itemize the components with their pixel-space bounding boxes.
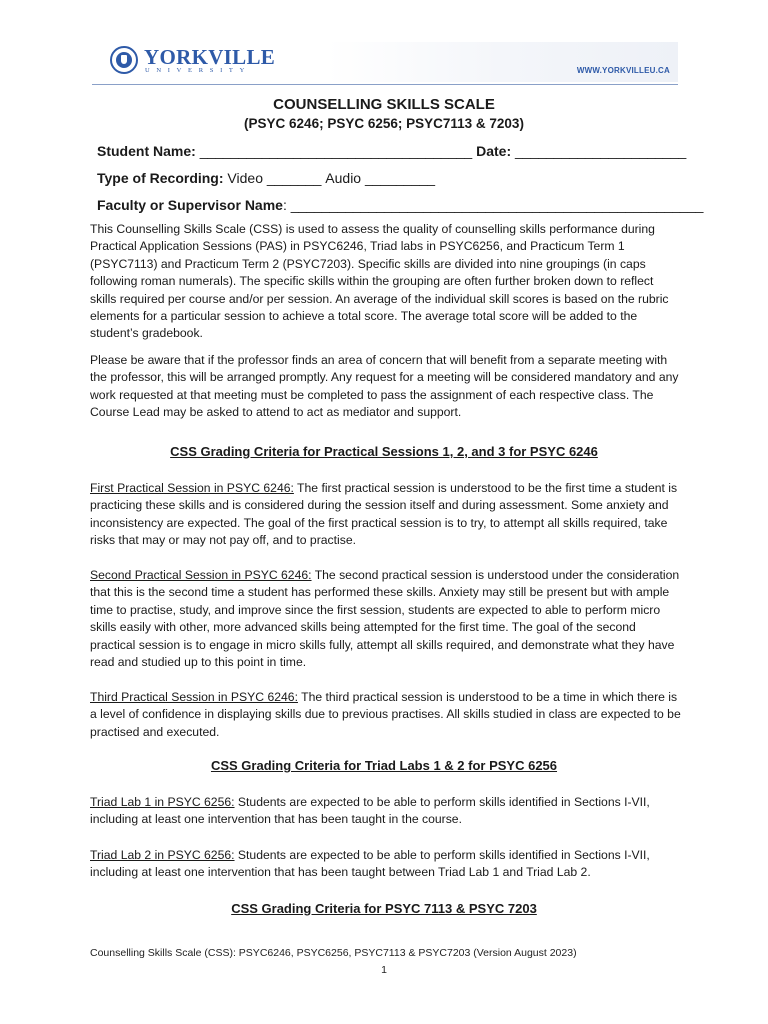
criterion-lead: Triad Lab 2 in PSYC 6256: — [90, 848, 235, 862]
recording-type-line — [97, 170, 435, 186]
intro-paragraph: Please be aware that if the professor finds an area of concern that will benefit from a separate meeting with the professor, this will be arranged promptly. Any request for a meeting will be considered mandatory and any work requested at that meeting must be completed to pass the assignment of each respective class. The Course Lead may be asked to attend to act as mediator and support. — [90, 353, 679, 420]
header-divider — [92, 84, 678, 85]
audio-label: Audio — [325, 170, 362, 186]
audio-field[interactable]: _________ — [364, 170, 436, 186]
website-url[interactable]: WWW.YORKVILLEU.CA — [576, 66, 670, 75]
criterion-paragraph — [90, 794, 682, 829]
document-subtitle: (PSYC 6246; PSYC 6256; PSYC7113 & 7203) — [244, 116, 524, 131]
student-name-field[interactable]: ___________________________________ — [199, 143, 473, 159]
video-label: Video — [227, 170, 263, 186]
criterion-paragraph — [90, 847, 682, 882]
faculty-name-line — [97, 197, 703, 213]
criterion-paragraph — [90, 480, 682, 550]
section-heading: CSS Grading Criteria for Triad Labs 1 & 2 for PSYC 6256 — [210, 758, 558, 773]
recording-type-label: Type of Recording: — [97, 170, 224, 186]
university-seal-icon — [110, 46, 138, 74]
date-label: Date: — [476, 143, 512, 159]
page-number: 1 — [381, 964, 387, 976]
criterion-paragraph — [90, 689, 682, 741]
logo-subtitle: UNIVERSITY — [145, 67, 251, 74]
date-field[interactable]: ______________________ — [515, 143, 687, 159]
page-footer: Counselling Skills Scale (CSS): PSYC6246, PSYC6256, PSYC7113 & PSYC7203 (Version August 2023) — [90, 947, 577, 959]
student-name-label: Student Name: — [97, 143, 196, 159]
criterion-text: The third practical session is understood to be a time in which there is a level of confidence in displaying skills due to previous practises. All skills studied in class are expected to be practised and executed. — [90, 690, 681, 739]
faculty-name-field[interactable]: _____________________________________________________ — [290, 197, 704, 213]
video-field[interactable]: _______ — [266, 170, 322, 186]
criterion-text: The second practical session is understood under the consideration that this is the second time a student has performed these skills. Anxiety may still be present but with ample time to practise, study, and improve since the first session, students are expected to able to perform micro skills easily with other, more advanced skills being attempted for the first time. The goal of the second practical session is to engage in micro skills fully, attempt all skills required, and demonstrate what they have read and studied up to this point in time. — [90, 568, 680, 670]
logo-name: YORKVILLE — [144, 45, 276, 69]
section-heading: CSS Grading Criteria for Practical Sessions 1, 2, and 3 for PSYC 6246 — [170, 444, 598, 459]
criterion-paragraph — [90, 567, 682, 671]
document-title: COUNSELLING SKILLS SCALE — [273, 96, 495, 113]
faculty-name-label: Faculty or Supervisor Name — [97, 197, 283, 213]
criterion-text: Students are expected to be able to perform skills identified in Sections I-VII, including at least one intervention that has been taught between Triad Lab 1 and Triad Lab 2. — [90, 848, 650, 880]
page-header — [92, 42, 678, 84]
section-heading: CSS Grading Criteria for PSYC 7113 & PSYC 7203 — [231, 901, 537, 916]
intro-paragraph: This Counselling Skills Scale (CSS) is used to assess the quality of counselling skills performance during Practical Application Sessions (PAS) in PSYC6246, Triad labs in PSYC6256, and Practicum Term 1 (PSYC7113) and Practicum Term 2 (PSYC7203). Specific skills are divided into nine groupings (in caps following roman numerals). The specific skills within the grouping are often further broken down to reflect skills required per course and/or per session. An average of the individual skill scores is based on the rubric elements for a particular session to achieve a total score. The average total score will be added to the student’s gradebook. — [90, 222, 669, 341]
criterion-text: Students are expected to be able to perform skills identified in Sections I-VII, including at least one intervention that has been taught in the course. — [90, 795, 650, 827]
student-name-line — [97, 143, 686, 159]
criterion-lead: Third Practical Session in PSYC 6246: — [90, 690, 298, 704]
criterion-text: The first practical session is understood to be the first time a student is practicing these skills and is considered during the session itself and during assessment. Some anxiety and inconsistency are expected. The goal of the first practical session is to try, to attempt all skills required, take risks that may or may not pay off, and to practise. — [90, 481, 678, 548]
criterion-lead: First Practical Session in PSYC 6246: — [90, 481, 294, 495]
faculty-colon: : — [282, 197, 287, 213]
criterion-lead: Second Practical Session in PSYC 6246: — [90, 568, 312, 582]
criterion-lead: Triad Lab 1 in PSYC 6256: — [90, 795, 235, 809]
